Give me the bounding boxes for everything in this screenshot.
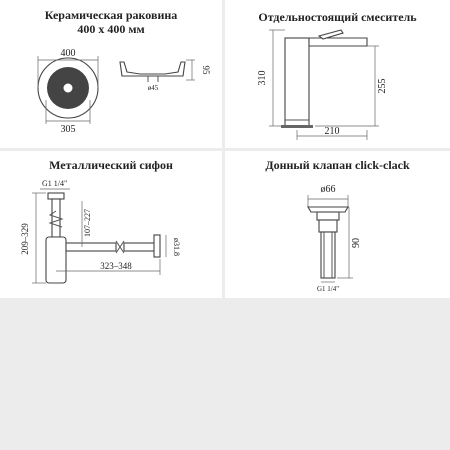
mixer-dim-reach: 210	[324, 126, 340, 137]
mixer-drawing	[225, 0, 450, 148]
mixer-title: Отдельностоящий смеситель	[258, 10, 417, 24]
siphon-dim-height: 209–329	[20, 223, 30, 255]
valve-dim-diameter: ø66	[320, 184, 336, 195]
mixer-panel	[225, 0, 450, 148]
siphon-dim-pipe: ø31.8	[172, 238, 181, 256]
sink-dim-base: 305	[60, 124, 76, 135]
siphon-dim-thread: G1 1/4"	[42, 179, 68, 188]
valve-title: Донный клапан click-clack	[265, 158, 410, 172]
sink-title: Керамическая раковина	[44, 8, 178, 22]
sink-side-view	[120, 60, 211, 92]
valve-dim-height: 90	[351, 238, 362, 248]
sink-panel	[0, 0, 222, 148]
siphon-panel	[0, 151, 222, 298]
valve-dim-thread: G1 1/4"	[316, 285, 340, 293]
sink-dim-height: 95	[201, 65, 211, 75]
mixer-dim-total-height: 310	[257, 70, 268, 86]
valve-drawing	[225, 151, 450, 298]
sink-dim-drain: ø45	[147, 84, 159, 92]
mixer-body	[281, 30, 367, 128]
bottom-empty-area	[0, 298, 450, 450]
sink-drawing	[0, 0, 222, 148]
siphon-dim-inlet: 107–227	[83, 209, 92, 237]
sink-top-view	[38, 48, 98, 135]
siphon-title: Металлический сифон	[49, 158, 173, 172]
siphon-drawing	[0, 151, 222, 298]
siphon-dim-length: 323–348	[100, 261, 132, 271]
valve-panel	[225, 151, 450, 298]
mixer-dim-spout-height: 255	[377, 78, 388, 94]
valve-body	[308, 207, 348, 278]
sink-dim-outer: 400	[60, 48, 76, 59]
sink-subtitle: 400 x 400 мм	[77, 22, 145, 36]
